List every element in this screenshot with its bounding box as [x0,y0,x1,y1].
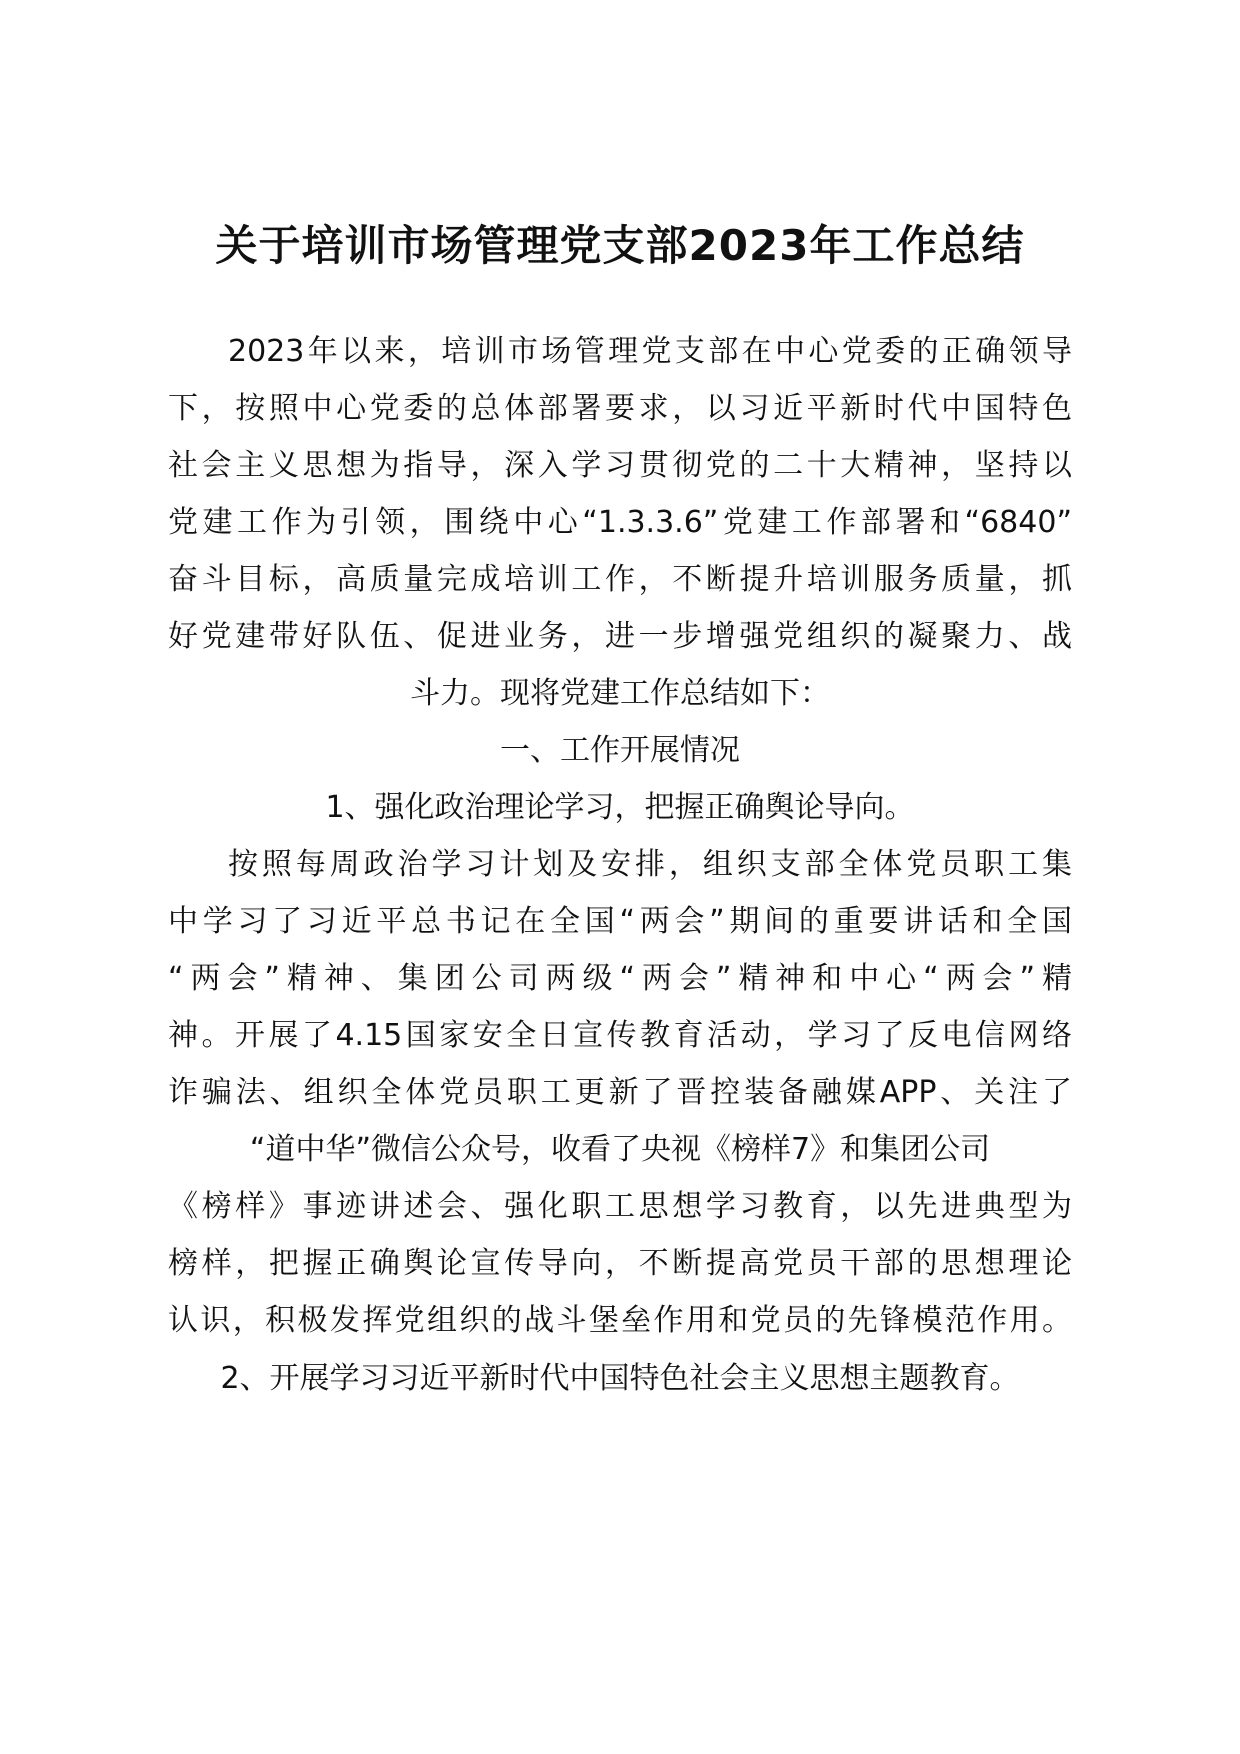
item-line: “两会”精神、集团公司两级“两会”精神和中心“两会”精 [168,961,1072,996]
item-line: 诈骗法、组织全体党员职工更新了晋控装备融媒APP、关注了 [168,1075,1072,1110]
item-line: 按照每周政治学习计划及安排，组织支部全体党员职工集 [228,847,1072,882]
item-heading: 2、开展学习习近平新时代中国特色社会主义思想主题教育。 [220,1361,1020,1396]
item-line: “道中华”微信公众号，收看了央视《榜样7》和集团公司 [249,1132,991,1167]
intro-line: 奋斗目标，高质量完成培训工作，不断提升培训服务质量，抓 [168,562,1072,597]
intro-line: 社会主义思想为指导，深入学习贯彻党的二十大精神，坚持以 [168,448,1072,483]
section-heading: 一、工作开展情况 [500,733,740,768]
intro-line: 好党建带好队伍、促进业务，进一步增强党组织的凝聚力、战 [168,619,1072,654]
item-line: 神。开展了4.15国家安全日宣传教育活动，学习了反电信网络 [168,1018,1072,1053]
item-line: 榜样，把握正确舆论宣传导向，不断提高党员干部的思想理论 [168,1246,1072,1281]
intro-line: 2023年以来，培训市场管理党支部在中心党委的正确领导 [228,334,1072,369]
item-line: 《榜样》事迹讲述会、强化职工思想学习教育，以先进典型为 [168,1189,1072,1224]
item-line: 中学习了习近平总书记在全国“两会”期间的重要讲话和全国 [168,904,1072,939]
item-line: 认识，积极发挥党组织的战斗堡垒作用和党员的先锋模范作用。 [168,1303,1072,1338]
document-title: 关于培训市场管理党支部2023年工作总结 [215,221,1025,270]
intro-line: 下，按照中心党委的总体部署要求，以习近平新时代中国特色 [168,391,1072,426]
item-heading: 1、强化政治理论学习，把握正确舆论导向。 [325,790,915,825]
intro-line: 党建工作为引领，围绕中心“1.3.3.6”党建工作部署和“6840” [168,505,1072,540]
intro-line: 斗力。现将党建工作总结如下： [410,676,830,711]
